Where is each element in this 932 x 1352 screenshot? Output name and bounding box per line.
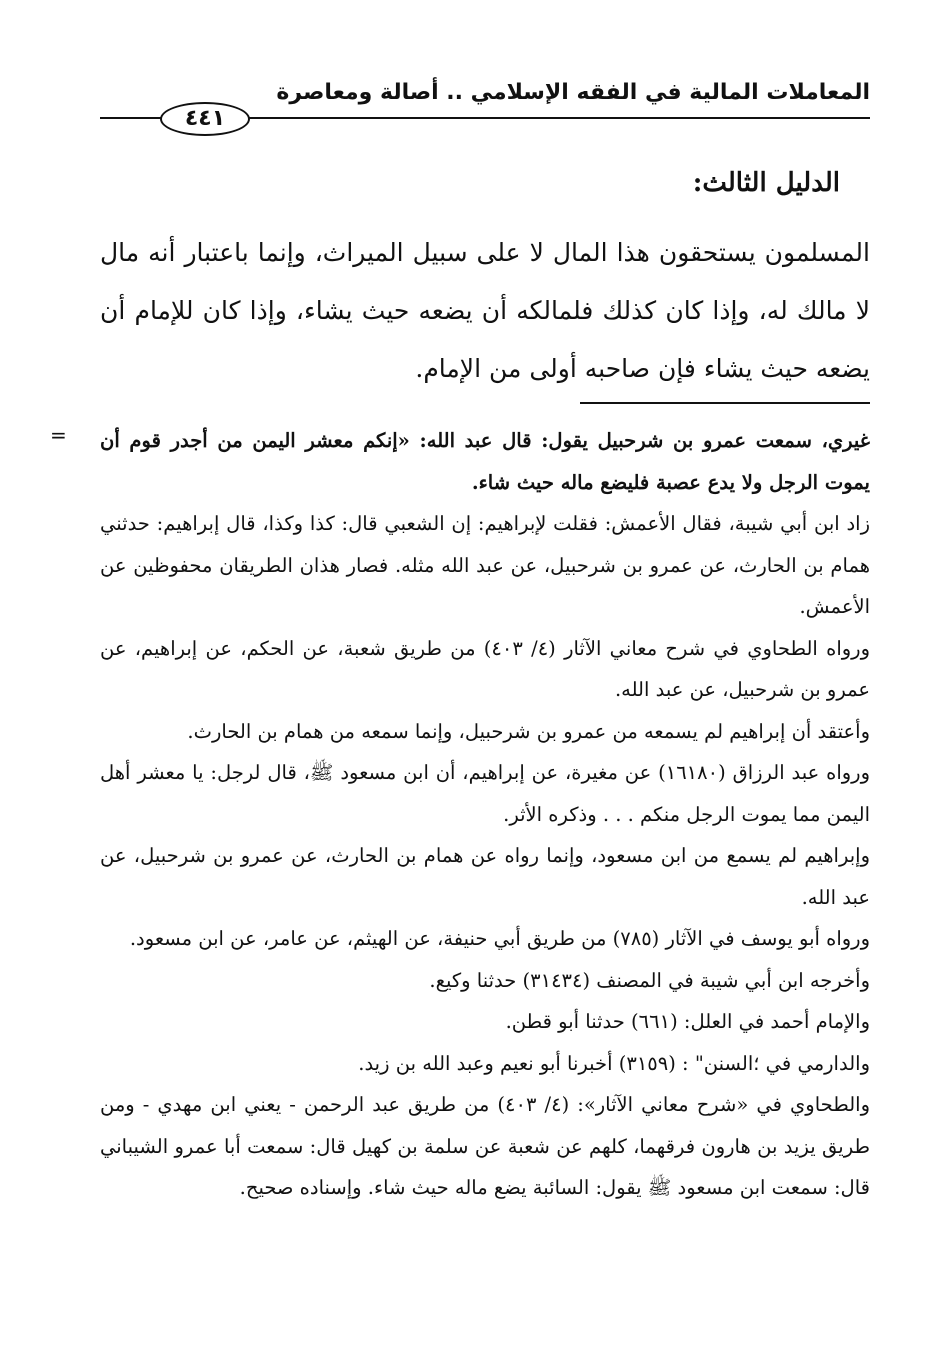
footnotes-block [100, 420, 870, 1209]
footnote-paragraph: والدارمي في ؛السنن" : (٣١٥٩) أخبرنا أبو نعيم وعبد الله بن زيد. [358, 1051, 870, 1075]
footnote-paragraph: والطحاوي في «شرح معاني الآثار»: (٤/ ٤٠٣) من طريق عبد الرحمن - يعني ابن مهدي - ومن طريق يزيد بن هارون فرقهما، كلهم عن شعبة عن سلمة بن كهيل قال: سمعت أبا عمرو الشيباني قال: سمعت ابن مسعود ﷺ يقول: السائبة يضع ماله حيث شاء. وإسناده صحيح. [100, 1093, 870, 1199]
footnote-paragraph: وأخرجه ابن أبي شيبة في المصنف (٣١٤٣٤) حدثنا وكيع. [429, 968, 870, 992]
footnote-paragraph: ورواه أبو يوسف في الآثار (٧٨٥) من طريق أبي حنيفة، عن الهيثم، عن عامر، عن ابن مسعود. [129, 927, 870, 950]
footnote-paragraph: وأعتقد أن إبراهيم لم يسمعه من عمرو بن شرحبيل، وإنما سمعه من همام بن الحارث. [187, 719, 870, 743]
footnote-continuation-mark: = [50, 423, 67, 447]
section-heading: الدليل الثالث: [692, 168, 840, 198]
running-header-title: المعاملات المالية في الفقه الإسلامي .. أصالة ومعاصرة [276, 80, 870, 105]
footnote-paragraph: وإبراهيم لم يسمع من ابن مسعود، وإنما رواه عن همام بن الحارث، عن عمرو بن شرحبيل، عن عبد الله. [100, 844, 870, 909]
footnote-paragraph: غيري، سمعت عمرو بن شرحبيل يقول: قال عبد الله: «إنكم معشر اليمن من أجدر قوم أن يموت الرجل ولا يدع عصبة فليضع ماله حيث شاء. [100, 429, 870, 494]
footnote-paragraph: زاد ابن أبي شيبة، فقال الأعمش: فقلت لإبراهيم: إن الشعبي قال: كذا وكذا، قال إبراهيم: حدثني همام بن الحارث، عن عمرو بن شرحبيل، عن عبد الله مثله. فصار هذان الطريقان محفوظين عن الأعمش. [100, 512, 870, 618]
main-paragraph: المسلمون يستحقون هذا المال لا على سبيل الميراث، وإنما باعتبار أنه مال لا مالك له، وإذا كان كذلك فلمالكه أن يضعه حيث يشاء، وإذا كان للإمام أن يضعه حيث يشاء فإن صاحبه أولى من الإمام. [100, 238, 870, 383]
footnote-separator [580, 402, 870, 404]
footnote-paragraph: ورواه عبد الرزاق (١٦١٨٠) عن مغيرة، عن إبراهيم، أن ابن مسعود ﷺ، قال لرجل: يا معشر أهل اليمن مما يموت الرجل منكم . . . وذكره الأثر. [100, 761, 870, 826]
footnote-paragraph: ورواه الطحاوي في شرح معاني الآثار (٤/ ٤٠٣) من طريق شعبة، عن الحكم، عن إبراهيم، عن عمرو بن شرحبيل، عن عبد الله. [100, 636, 870, 701]
footnote-paragraph: والإمام أحمد في العلل: (٦٦١) حدثنا أبو قطن. [505, 1010, 870, 1033]
main-text [100, 224, 870, 398]
page-number: ٤٤١ [160, 102, 250, 136]
